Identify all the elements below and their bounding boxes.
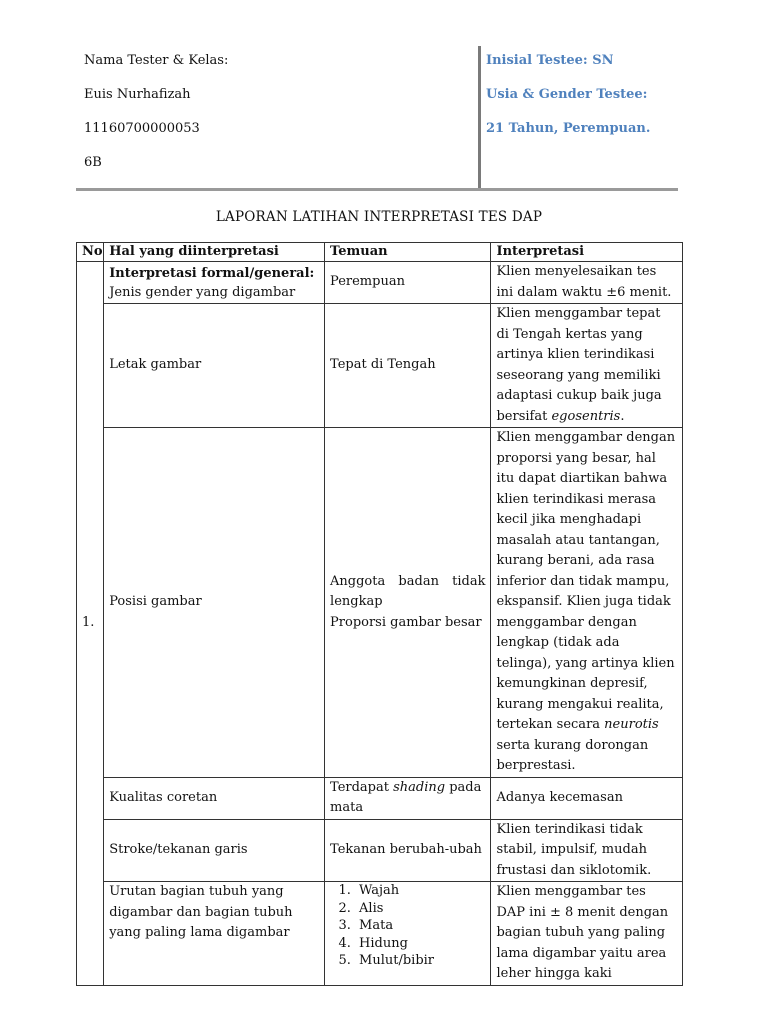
interpretasi-cell: Klien menyelesaikan tes ini dalam waktu ±6 menit. (491, 262, 683, 304)
header (76, 42, 678, 190)
column-header-hal: Hal yang diinterpretasi (104, 243, 325, 262)
interpretasi-text: Klien menggambar tepat di Tengah kertas yang artinya klien terindikasi seseorang yang memiliki adaptasi cukup baik juga bersifat (496, 306, 662, 424)
column-header-interpretasi: Interpretasi (491, 243, 683, 262)
interpretasi-text: Klien menggambar dengan proporsi yang besar, hal itu dapat diartikan bahwa klien terindikasi merasa kecil jika menghadapi masalah atau tantangan, kurang berani, ada rasa inferior dan tidak mampu, ekspansif. Klien juga tidak menggambar dengan lengkap (tidak ada telinga), yang artinya klien kemungkinan depresif, kurang mengakui realita, tertekan secara (496, 430, 676, 732)
table-row (77, 819, 683, 882)
temuan-italic: shading (393, 779, 446, 795)
interpretasi-end: . (620, 408, 625, 424)
interpretasi-cell: Klien terindikasi tidak stabil, impulsif, mudah frustasi dan siklotomik. (491, 819, 683, 882)
tester-name: Euis Nurhafizah (84, 87, 191, 102)
testee-age-gender-label: Usia & Gender Testee: (486, 87, 648, 102)
hal-text: Jenis gender yang digambar (109, 284, 296, 300)
hal-cell: Stroke/tekanan garis (104, 819, 325, 882)
temuan-pre: Terdapat (330, 779, 394, 795)
list-item: 3. Mata (355, 917, 485, 935)
temuan-cell (325, 882, 491, 986)
hal-heading: Interpretasi formal/general: (109, 265, 315, 281)
interpretasi-cell: Adanya kecemasan (491, 777, 683, 819)
interpretasi-end: serta kurang dorongan berprestasi. (496, 737, 649, 773)
row-number: 1. (77, 262, 104, 986)
hal-cell: Urutan bagian tubuh yang digambar dan bagian tubuh yang paling lama digambar (104, 882, 325, 986)
temuan-text-2: Proporsi gambar besar (330, 614, 482, 630)
interpretasi-italic: egosentris (551, 408, 621, 424)
interpretasi-cell: Klien menggambar tes DAP ini ± 8 menit dengan bagian tubuh yang paling lama digambar yaitu area leher hingga kaki (491, 882, 683, 986)
temuan-cell: Tepat di Tengah (325, 304, 491, 428)
header-vertical-divider (478, 46, 481, 190)
temuan-text-1: Anggota badan tidak lengkap (330, 573, 486, 609)
list-item: 5. Mulut/bibir (355, 952, 485, 970)
column-header-no: No (77, 243, 104, 262)
testee-initial: Inisial Testee: SN (486, 53, 614, 68)
temuan-cell: Tekanan berubah-ubah (325, 819, 491, 882)
tester-label: Nama Tester & Kelas: (84, 53, 229, 68)
tester-class: 6B (84, 155, 102, 170)
list-item: 2. Alis (355, 900, 485, 918)
testee-age-gender-value: 21 Tahun, Perempuan. (486, 121, 651, 136)
temuan-cell: Perempuan (325, 262, 491, 304)
temuan-cell (325, 777, 491, 819)
temuan-post: pada mata (330, 779, 482, 815)
hal-cell: Posisi gambar (104, 428, 325, 778)
hal-cell: Letak gambar (104, 304, 325, 428)
table-row (77, 262, 683, 304)
table-row (77, 304, 683, 428)
table-row (77, 777, 683, 819)
list-item: 1. Wajah (355, 882, 485, 900)
table-row (77, 428, 683, 778)
interpretasi-cell (491, 428, 683, 778)
table-header-row (77, 243, 683, 262)
report-title: LAPORAN LATIHAN INTERPRETASI TES DAP (215, 209, 543, 225)
list-item: 4. Hidung (355, 935, 485, 953)
table-row (77, 882, 683, 986)
header-horizontal-divider (76, 188, 678, 191)
tester-id: 11160700000053 (84, 121, 200, 136)
interpretation-table (76, 242, 683, 986)
hal-cell (104, 262, 325, 304)
interpretasi-cell (491, 304, 683, 428)
column-header-temuan: Temuan (325, 243, 491, 262)
temuan-cell (325, 428, 491, 778)
interpretasi-italic: neurotis (604, 717, 659, 732)
body-parts-list (330, 882, 485, 970)
hal-cell: Kualitas coretan (104, 777, 325, 819)
